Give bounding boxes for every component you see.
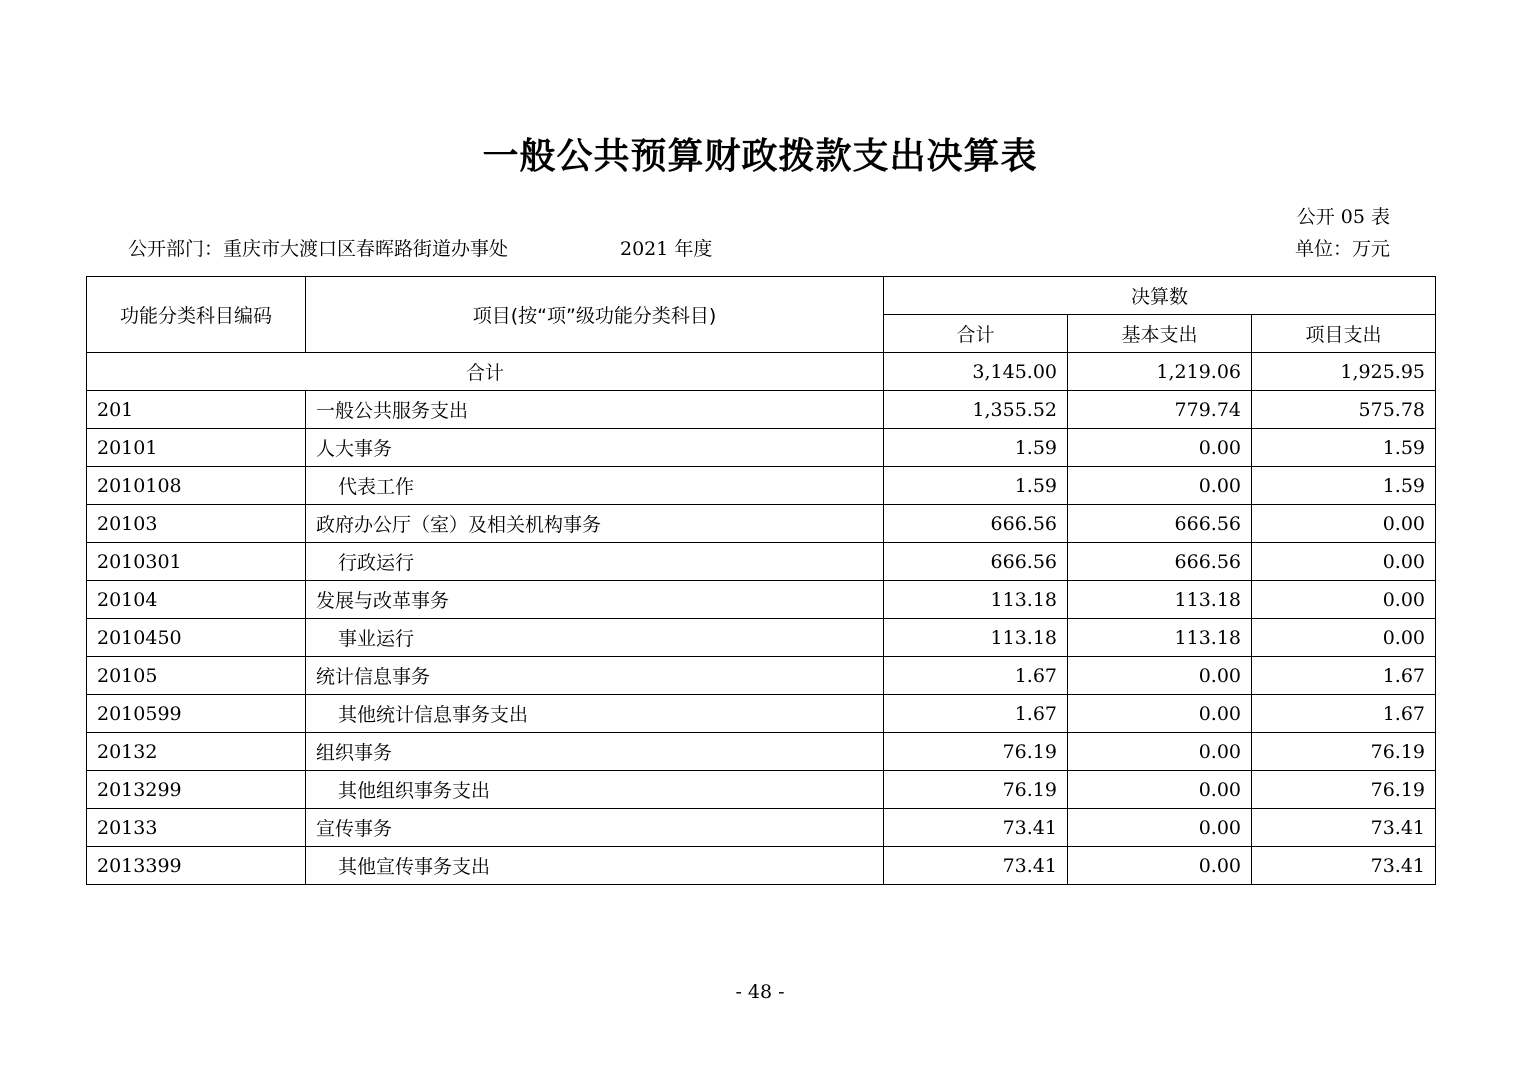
total-row-project: 1,925.95 <box>1252 353 1436 391</box>
table-row <box>87 809 1436 847</box>
header-item: 项目(按“项”级功能分类科目) <box>306 277 884 353</box>
cell-project: 0.00 <box>1252 619 1436 657</box>
cell-name: 统计信息事务 <box>306 657 884 695</box>
cell-total: 1.67 <box>884 657 1068 695</box>
cell-project: 1.67 <box>1252 657 1436 695</box>
cell-total: 113.18 <box>884 581 1068 619</box>
cell-project: 0.00 <box>1252 581 1436 619</box>
cell-code: 20101 <box>87 429 306 467</box>
table-row <box>87 391 1436 429</box>
total-row-basic: 1,219.06 <box>1068 353 1252 391</box>
table-row <box>87 543 1436 581</box>
cell-basic: 0.00 <box>1068 695 1252 733</box>
unit-label: 单位：万元 <box>1294 238 1390 260</box>
header-project: 项目支出 <box>1252 315 1436 353</box>
cell-total: 73.41 <box>884 847 1068 885</box>
table-row <box>87 733 1436 771</box>
page-title: 一般公共预算财政拨款支出决算表 <box>482 136 1038 177</box>
cell-basic: 0.00 <box>1068 847 1252 885</box>
cell-code: 2010108 <box>87 467 306 505</box>
cell-basic: 0.00 <box>1068 429 1252 467</box>
cell-code: 20103 <box>87 505 306 543</box>
cell-project: 76.19 <box>1252 771 1436 809</box>
cell-total: 73.41 <box>884 809 1068 847</box>
table-row <box>87 657 1436 695</box>
table-row <box>87 847 1436 885</box>
cell-code: 20105 <box>87 657 306 695</box>
cell-project: 1.59 <box>1252 429 1436 467</box>
cell-project: 575.78 <box>1252 391 1436 429</box>
cell-name: 其他宣传事务支出 <box>306 847 884 885</box>
cell-total: 1.67 <box>884 695 1068 733</box>
total-row-label: 合计 <box>87 353 884 391</box>
cell-code: 201 <box>87 391 306 429</box>
fiscal-year: 2021 年度 <box>620 238 713 260</box>
expenditure-table <box>86 276 1436 885</box>
table-row <box>87 771 1436 809</box>
cell-name: 发展与改革事务 <box>306 581 884 619</box>
cell-total: 1,355.52 <box>884 391 1068 429</box>
cell-total: 1.59 <box>884 429 1068 467</box>
cell-basic: 0.00 <box>1068 657 1252 695</box>
cell-total: 666.56 <box>884 543 1068 581</box>
cell-basic: 779.74 <box>1068 391 1252 429</box>
page-number: - 48 - <box>735 981 785 1003</box>
cell-total: 113.18 <box>884 619 1068 657</box>
cell-code: 2010599 <box>87 695 306 733</box>
header-basic: 基本支出 <box>1068 315 1252 353</box>
table-row <box>87 619 1436 657</box>
table-row <box>87 429 1436 467</box>
cell-name: 事业运行 <box>306 619 884 657</box>
cell-name: 政府办公厅（室）及相关机构事务 <box>306 505 884 543</box>
cell-total: 1.59 <box>884 467 1068 505</box>
table-row <box>87 505 1436 543</box>
header-code: 功能分类科目编码 <box>87 277 306 353</box>
cell-name: 其他组织事务支出 <box>306 771 884 809</box>
cell-project: 0.00 <box>1252 505 1436 543</box>
cell-code: 20132 <box>87 733 306 771</box>
department-label: 公开部门：重庆市大渡口区春晖路街道办事处 <box>128 238 509 260</box>
cell-total: 76.19 <box>884 771 1068 809</box>
cell-code: 2010301 <box>87 543 306 581</box>
cell-project: 73.41 <box>1252 847 1436 885</box>
cell-code: 20104 <box>87 581 306 619</box>
cell-basic: 666.56 <box>1068 543 1252 581</box>
header-final-accounts: 决算数 <box>884 277 1436 315</box>
cell-code: 20133 <box>87 809 306 847</box>
cell-project: 1.59 <box>1252 467 1436 505</box>
cell-code: 2013299 <box>87 771 306 809</box>
total-row <box>87 353 1436 391</box>
cell-basic: 0.00 <box>1068 467 1252 505</box>
cell-basic: 0.00 <box>1068 809 1252 847</box>
cell-code: 2010450 <box>87 619 306 657</box>
cell-basic: 666.56 <box>1068 505 1252 543</box>
cell-project: 76.19 <box>1252 733 1436 771</box>
cell-name: 其他统计信息事务支出 <box>306 695 884 733</box>
cell-name: 行政运行 <box>306 543 884 581</box>
cell-name: 代表工作 <box>306 467 884 505</box>
cell-total: 666.56 <box>884 505 1068 543</box>
cell-basic: 0.00 <box>1068 771 1252 809</box>
cell-code: 2013399 <box>87 847 306 885</box>
table-body <box>87 353 1436 885</box>
cell-project: 1.67 <box>1252 695 1436 733</box>
table-row <box>87 695 1436 733</box>
cell-basic: 0.00 <box>1068 733 1252 771</box>
cell-name: 组织事务 <box>306 733 884 771</box>
cell-basic: 113.18 <box>1068 619 1252 657</box>
cell-basic: 113.18 <box>1068 581 1252 619</box>
cell-name: 人大事务 <box>306 429 884 467</box>
cell-total: 76.19 <box>884 733 1068 771</box>
table-row <box>87 467 1436 505</box>
total-row-total: 3,145.00 <box>884 353 1068 391</box>
table-row <box>87 581 1436 619</box>
header-total: 合计 <box>884 315 1068 353</box>
cell-project: 73.41 <box>1252 809 1436 847</box>
cell-project: 0.00 <box>1252 543 1436 581</box>
cell-name: 宣传事务 <box>306 809 884 847</box>
form-number: 公开 05 表 <box>1296 206 1390 228</box>
cell-name: 一般公共服务支出 <box>306 391 884 429</box>
